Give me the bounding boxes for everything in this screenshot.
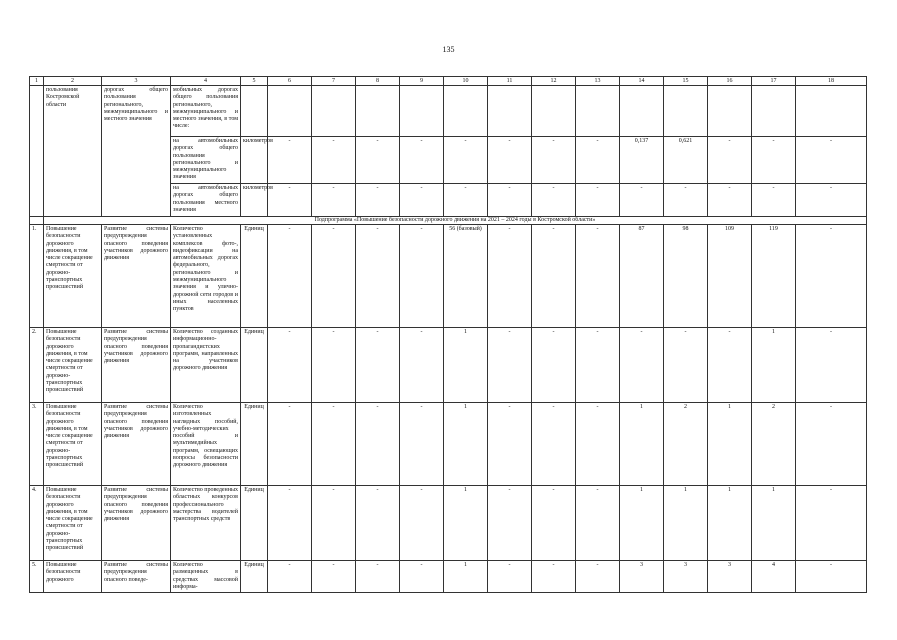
value-cell: - [708, 137, 752, 184]
value-cell: - [356, 403, 400, 486]
column-header-10: 10 [444, 77, 488, 86]
value-cell: - [752, 137, 796, 184]
value-cell: - [312, 225, 356, 328]
column-header-2: 2 [44, 77, 102, 86]
value-cell: 1 [444, 328, 488, 403]
indicator-table [29, 76, 867, 593]
value-cell: 3 [664, 561, 708, 593]
value-cell: 119 [752, 225, 796, 328]
goal-cell: Повышение безопасности дорожного движения, в том числе сокращение смертности от дорожно-транспортных происшествий [44, 486, 102, 561]
value-cell: - [796, 403, 867, 486]
value-cell: 3 [620, 561, 664, 593]
goal-cell: пользования Костромской области [44, 86, 102, 217]
value-cell [312, 86, 356, 137]
value-cell: - [268, 403, 312, 486]
value-cell: - [312, 486, 356, 561]
value-cell: - [576, 486, 620, 561]
unit-cell: Единиц [241, 561, 268, 593]
value-cell: - [576, 561, 620, 593]
value-cell: - [356, 328, 400, 403]
task-cell: Развитие системы предупреждения опасного поведения участников дорожного движения [102, 225, 171, 328]
value-cell: - [576, 328, 620, 403]
value-cell: - [796, 328, 867, 403]
value-cell: - [268, 184, 312, 217]
table-body [30, 77, 867, 593]
value-cell [488, 86, 532, 137]
value-cell: 109 [708, 225, 752, 328]
value-cell [796, 86, 867, 137]
value-cell [400, 86, 444, 137]
row-number-cell [30, 86, 44, 217]
value-cell: - [400, 403, 444, 486]
page-number: 135 [442, 45, 455, 54]
value-cell: - [532, 561, 576, 593]
unit-cell: километров [241, 184, 268, 217]
table-row [30, 225, 867, 328]
value-cell: - [488, 403, 532, 486]
value-cell: - [444, 184, 488, 217]
column-header-9: 9 [400, 77, 444, 86]
value-cell: 87 [620, 225, 664, 328]
value-cell: - [356, 137, 400, 184]
value-cell [708, 86, 752, 137]
table-row [30, 561, 867, 593]
value-cell: - [356, 561, 400, 593]
value-cell [620, 86, 664, 137]
value-cell: - [488, 561, 532, 593]
row-number-cell: 4. [30, 486, 44, 561]
value-cell: - [268, 561, 312, 593]
row-number-cell: 1. [30, 225, 44, 328]
indicator-cell: на автомобильных дорогах общего пользования регионального и межмуниципального значения [171, 137, 241, 184]
column-header-4: 4 [171, 77, 241, 86]
column-header-8: 8 [356, 77, 400, 86]
value-cell: - [664, 328, 708, 403]
value-cell: - [620, 328, 664, 403]
column-header-16: 16 [708, 77, 752, 86]
value-cell: 1 [620, 486, 664, 561]
value-cell: - [796, 137, 867, 184]
indicator-cell: мобильных дорогах общего пользования регионального, межмуниципального и местного значения, в том числе: [171, 86, 241, 137]
goal-cell: Повышение безопасности дорожного движения, в том числе сокращение смертности от дорожно-транспортных происшествий [44, 328, 102, 403]
value-cell: 56 (базовый) [444, 225, 488, 328]
subprogram-row [30, 217, 867, 225]
value-cell [532, 86, 576, 137]
value-cell: 0,137 [620, 137, 664, 184]
unit-cell: километров [241, 137, 268, 184]
value-cell: - [532, 486, 576, 561]
row-number-cell: 3. [30, 403, 44, 486]
row-number-cell: 5. [30, 561, 44, 593]
value-cell: 1 [444, 486, 488, 561]
column-header-18: 18 [796, 77, 867, 86]
value-cell [752, 86, 796, 137]
value-cell: - [268, 225, 312, 328]
task-cell: Развитие системы предупреждения опасного поведения участников дорожного движения [102, 328, 171, 403]
value-cell: - [268, 486, 312, 561]
value-cell: 2 [664, 403, 708, 486]
row-number-cell: 2. [30, 328, 44, 403]
column-header-3: 3 [102, 77, 171, 86]
goal-cell: Повышение безопасности дорожного движения, в том числе сокращение смертности от дорожно-транспортных происшествий [44, 403, 102, 486]
value-cell: - [400, 137, 444, 184]
value-cell: - [356, 184, 400, 217]
value-cell: - [532, 328, 576, 403]
value-cell: - [576, 184, 620, 217]
value-cell: - [620, 184, 664, 217]
value-cell: 1 [444, 561, 488, 593]
value-cell: - [576, 137, 620, 184]
value-cell [576, 86, 620, 137]
row-number-cell [30, 217, 44, 225]
value-cell: - [312, 137, 356, 184]
column-header-12: 12 [532, 77, 576, 86]
indicator-cell: Количество изготовленных наглядных пособий, учебно-методических пособий и мультимедийных программ, освещающих вопросы безопасности дорожного движения [171, 403, 241, 486]
unit-cell: Единиц [241, 225, 268, 328]
value-cell: - [532, 137, 576, 184]
value-cell: - [708, 328, 752, 403]
value-cell: - [576, 225, 620, 328]
indicator-cell: на автомобильных дорогах общего пользования местного значения [171, 184, 241, 217]
value-cell: - [400, 486, 444, 561]
indicator-cell: Количество проведенных областных конкурсов профессионального мастерства водителей транспортных средств [171, 486, 241, 561]
value-cell: - [400, 561, 444, 593]
column-header-15: 15 [664, 77, 708, 86]
value-cell: - [312, 403, 356, 486]
value-cell: - [488, 328, 532, 403]
value-cell: - [268, 328, 312, 403]
table-row [30, 328, 867, 403]
value-cell: - [312, 184, 356, 217]
table-row [30, 486, 867, 561]
goal-cell: Повышение безопасности дорожного движения, в том числе сокращение смертности от дорожно-транспортных происшествий [44, 225, 102, 328]
column-header-5: 5 [241, 77, 268, 86]
value-cell: 3 [708, 561, 752, 593]
table-row [30, 403, 867, 486]
value-cell: - [488, 137, 532, 184]
value-cell: - [400, 328, 444, 403]
value-cell: 1 [752, 328, 796, 403]
indicator-cell: Количество размещенных в средствах массовой информа- [171, 561, 241, 593]
value-cell: - [488, 486, 532, 561]
value-cell: - [532, 225, 576, 328]
value-cell: - [532, 184, 576, 217]
unit-cell: Единиц [241, 486, 268, 561]
value-cell: - [796, 184, 867, 217]
task-cell: дорогах общего пользования регионального, межмуниципального и местного значения [102, 86, 171, 217]
unit-cell [241, 86, 268, 137]
value-cell: - [312, 561, 356, 593]
value-cell: - [488, 184, 532, 217]
value-cell: - [356, 486, 400, 561]
value-cell: 1 [620, 403, 664, 486]
indicator-cell: Количество установленных комплексов фото-, видеофиксации на автомобильных дорогах федерального, регионального и межмуниципального значения и улично-дорожной сети городов и иных населенных пунктов [171, 225, 241, 328]
value-cell: 1 [708, 403, 752, 486]
value-cell: - [400, 225, 444, 328]
column-header-17: 17 [752, 77, 796, 86]
indicator-cell: Количество созданных информационно-пропагандистских программ, направленных на участников дорожного движения [171, 328, 241, 403]
subprogram-title: Подпрограмма «Повышение безопасности дорожного движения на 2021 – 2024 годы в Костромской области» [44, 217, 867, 225]
unit-cell: Единиц [241, 403, 268, 486]
goal-cell: Повышение безопасности дорожного [44, 561, 102, 593]
task-cell: Развитие системы предупреждения опасного поведе- [102, 561, 171, 593]
header-row [30, 77, 867, 86]
value-cell [664, 86, 708, 137]
value-cell: 1 [752, 486, 796, 561]
value-cell: 4 [752, 561, 796, 593]
value-cell: 2 [752, 403, 796, 486]
value-cell: 0,621 [664, 137, 708, 184]
value-cell: - [576, 403, 620, 486]
value-cell [268, 86, 312, 137]
value-cell: - [796, 225, 867, 328]
value-cell: - [488, 225, 532, 328]
value-cell: - [708, 184, 752, 217]
unit-cell: Единиц [241, 328, 268, 403]
value-cell [444, 86, 488, 137]
value-cell: 1 [664, 486, 708, 561]
value-cell: - [312, 328, 356, 403]
value-cell: - [444, 137, 488, 184]
column-header-7: 7 [312, 77, 356, 86]
column-header-14: 14 [620, 77, 664, 86]
value-cell: 1 [444, 403, 488, 486]
value-cell: - [752, 184, 796, 217]
value-cell: - [796, 486, 867, 561]
task-cell: Развитие системы предупреждения опасного поведения участников дорожного движения [102, 486, 171, 561]
value-cell: - [268, 137, 312, 184]
value-cell: 1 [708, 486, 752, 561]
column-header-13: 13 [576, 77, 620, 86]
value-cell: - [400, 184, 444, 217]
value-cell: - [664, 184, 708, 217]
value-cell: - [356, 225, 400, 328]
value-cell: - [796, 561, 867, 593]
table-row [30, 86, 867, 137]
column-header-6: 6 [268, 77, 312, 86]
column-header-11: 11 [488, 77, 532, 86]
task-cell: Развитие системы предупреждения опасного поведения участников дорожного движения [102, 403, 171, 486]
value-cell [356, 86, 400, 137]
column-header-1: 1 [30, 77, 44, 86]
value-cell: - [532, 403, 576, 486]
value-cell: 98 [664, 225, 708, 328]
